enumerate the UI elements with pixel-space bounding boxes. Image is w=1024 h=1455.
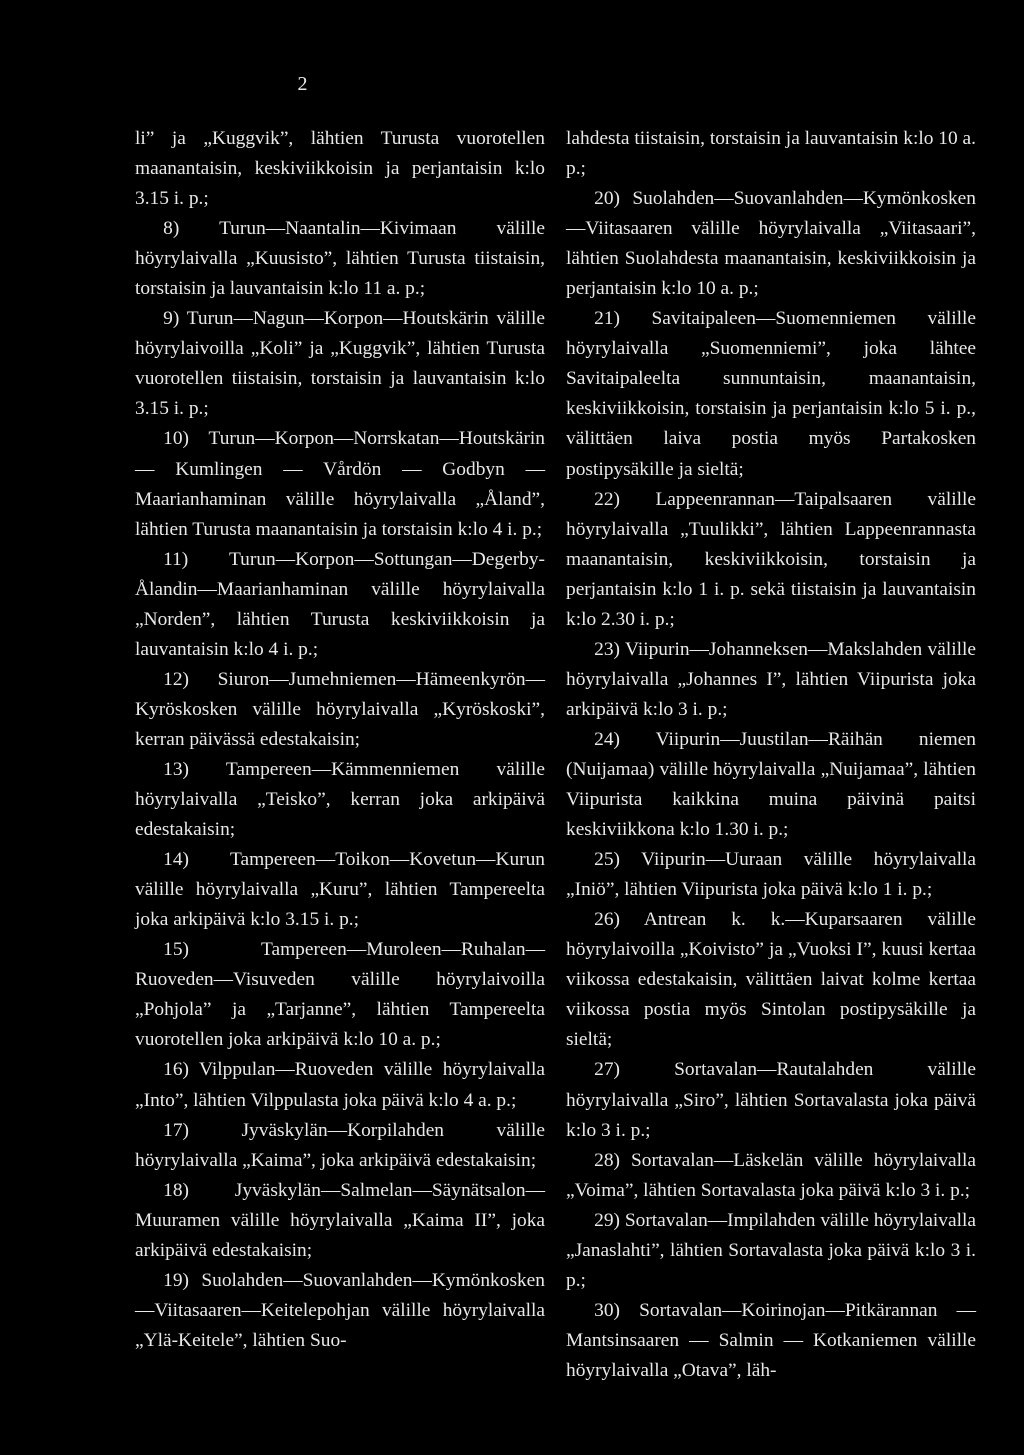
right-text-column (566, 124, 976, 1386)
route-item-17: 17) Jyväskylän—Korpilahden välille höyrylaivalla „Kaima”, joka arkipäivä edestakaisin; (135, 1119, 545, 1171)
route-item-24: 24) Viipurin—Juustilan—Räihän niemen (Nuijamaa) välille höyrylaivalla „Nuijamaa”, lähtien Viipurista kaikkina muina päivinä paitsi keskiviikkona k:lo 1.30 i. p.; (566, 728, 976, 841)
route-item-10: 10) Turun—Korpon—Norrskatan—Houtskärin — Kumlingen — Vårdön — Godbyn —Maarianhaminan välille höyrylaivalla „Åland”, lähtien Turusta maanantaisin ja torstaisin k:lo 4 i. p.; (135, 428, 545, 540)
route-item-19: 19) Suolahden—Suovanlahden—Kymönkosken—Viitasaaren—Keitelepohjan välille höyrylaivalla „Ylä-Keitele”, lähtien Suo- (135, 1269, 545, 1351)
left-paragraph-continuation: li” ja „Kuggvik”, lähtien Turusta vuorotellen maanantaisin, keskiviikkoisin ja perjantaisin k:lo 3.15 i. p.; (135, 128, 545, 210)
route-item-29: 29) Sortavalan—Impilahden välille höyrylaivalla „Janaslahti”, lähtien Sortavalasta joka päivä k:lo 3 i. p.; (566, 1209, 976, 1291)
right-paragraph-continuation: lahdesta tiistaisin, torstaisin ja lauvantaisin k:lo 10 a. p.; (566, 128, 976, 180)
route-item-21: 21) Savitaipaleen—Suomenniemen välille höyrylaivalla „Suomenniemi”, joka lähtee Savitaipaleelta sunnuntaisin, maanantaisin, keskiviikkoisin, torstaisin ja perjantaisin k:lo 5 i. p., välittäen laiva postia myös Partakosken postipysäkille ja sieltä; (566, 308, 976, 480)
route-item-8: 8) Turun—Naantalin—Kivimaan välille höyrylaivalla „Kuusisto”, lähtien Turusta tiistaisin, torstaisin ja lauvantaisin k:lo 11 a. p.; (135, 218, 545, 300)
route-item-15: 15) Tampereen—Muroleen—Ruhalan—Ruoveden—Visuveden välille höyrylaivoilla „Pohjola” ja „Tarjanne”, lähtien Tampereelta vuorotellen joka arkipäivä k:lo 10 a. p.; (135, 939, 545, 1051)
route-item-16: 16) Vilppulan—Ruoveden välille höyrylaivalla „Into”, lähtien Vilppulasta joka päivä k:lo 4 a. p.; (135, 1059, 545, 1111)
route-item-23: 23) Viipurin—Johanneksen—Makslahden välille höyrylaivalla „Johannes I”, lähtien Viipurista joka arkipäivä k:lo 3 i. p.; (566, 638, 976, 720)
route-item-20: 20) Suolahden—Suovanlahden—Kymönkosken—Viitasaaren välille höyrylaivalla „Viitasaari”, lähtien Suolahdesta maanantaisin, keskiviikkoisin ja perjantaisin k:lo 10 a. p.; (566, 188, 976, 300)
page-number: 2 (297, 73, 308, 95)
route-item-26: 26) Antrean k. k.—Kuparsaaren välille höyrylaivoilla „Koivisto” ja „Vuoksi I”, kuusi kertaa viikossa edestakaisin, välittäen laivat kolme kertaa viikossa postia myös Sintolan postipysäkille ja sieltä; (566, 909, 976, 1051)
route-item-9: 9) Turun—Nagun—Korpon—Houtskärin välille höyrylaivoilla „Koli” ja „Kuggvik”, lähtien Turusta vuorotellen tiistaisin, torstaisin ja lauvantaisin k:lo 3.15 i. p.; (135, 308, 545, 420)
route-item-25: 25) Viipurin—Uuraan välille höyrylaivalla „Iniö”, lähtien Viipurista joka päivä k:lo 1 i. p.; (566, 849, 976, 901)
route-item-22: 22) Lappeenrannan—Taipalsaaren välille höyrylaivalla „Tuulikki”, lähtien Lappeenrannasta maanantaisin, keskiviikkoisin, torstaisin ja perjantaisin k:lo 1 i. p. sekä tiistaisin ja lauvantaisin k:lo 2.30 i. p.; (566, 488, 976, 630)
route-item-27: 27) Sortavalan—Rautalahden välille höyrylaivalla „Siro”, lähtien Sortavalasta joka päivä k:lo 3 i. p.; (566, 1059, 976, 1141)
route-item-18: 18) Jyväskylän—Salmelan—Säynätsalon—Muuramen välille höyrylaivalla „Kaima II”, joka arkipäivä edestakaisin; (135, 1179, 545, 1261)
route-item-12: 12) Siuron—Jumehniemen—Hämeenkyrön—Kyröskosken välille höyrylaivalla „Kyröskoski”, kerran päivässä edestakaisin; (135, 668, 545, 750)
route-item-13: 13) Tampereen—Kämmenniemen välille höyrylaivalla „Teisko”, kerran joka arkipäivä edestakaisin; (135, 758, 545, 841)
route-item-11: 11) Turun—Korpon—Sottungan—Degerby-Ålandin—Maarianhaminan välille höyrylaivalla „Norden”, lähtien Turusta keskiviikkoisin ja lauvantaisin k:lo 4 i. p.; (135, 548, 545, 660)
route-item-30: 30) Sortavalan—Koirinojan—Pitkärannan — Mantsinsaaren — Salmin — Kotkaniemen välille höyrylaivalla „Otava”, läh- (566, 1299, 976, 1381)
route-item-28: 28) Sortavalan—Läskelän välille höyrylaivalla „Voima”, lähtien Sortavalasta joka päivä k:lo 3 i. p.; (566, 1149, 976, 1201)
route-item-14: 14) Tampereen—Toikon—Kovetun—Kurun välille höyrylaivalla „Kuru”, lähtien Tampereelta joka arkipäivä k:lo 3.15 i. p.; (135, 849, 545, 931)
left-text-column (135, 124, 545, 1356)
